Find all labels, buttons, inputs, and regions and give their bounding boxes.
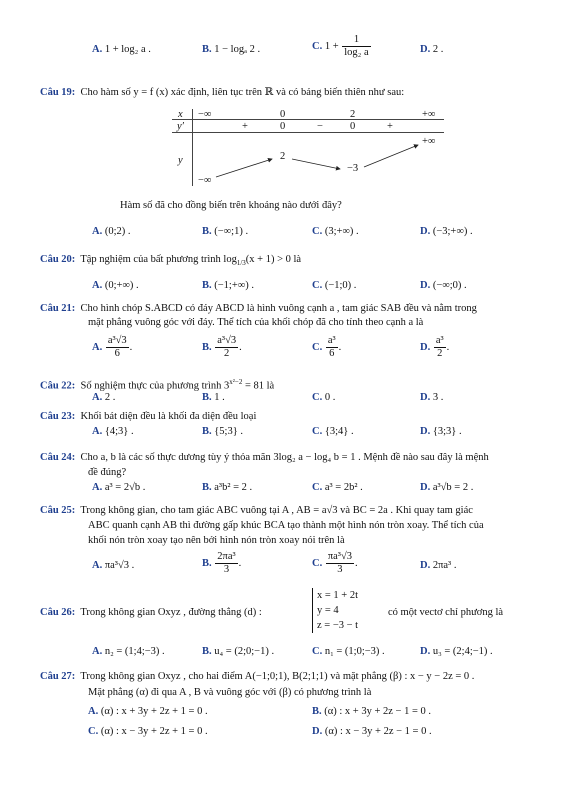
- q25-option-b: B. $\frac{\text{2πa³}}{3}$ .: [202, 551, 242, 575]
- q27-option-c: C. (α) : x − 3y + 2z + 1 = 0 .: [88, 726, 208, 737]
- variation-table: [172, 109, 444, 186]
- question-24: Câu 24: Cho a, b là các số thực dương tùy ý thỏa mãn 3log₂ a − log₄ b = 1 . Mệnh đề nào sau đây là mệnh: [40, 452, 489, 463]
- table-sign: 0: [350, 121, 356, 132]
- q24-option-a: A. a³ = 2√b .: [92, 482, 146, 493]
- q18-option-a: A. 1 + log₂ a .: [92, 44, 151, 55]
- q27-option-a: A. (α) : x + 3y + 2z + 1 = 0 .: [88, 706, 208, 717]
- q23-option-c: C. {3;4} .: [312, 426, 354, 437]
- q19-option-d: D. (−3;+∞) .: [420, 226, 473, 237]
- table-y-value: +∞: [422, 136, 436, 147]
- q26-option-a: A. n₂ = (1;4;−3) .: [92, 646, 165, 657]
- q20-option-d: D. (−∞;0) .: [420, 280, 467, 291]
- q18-option-d: D. 2 .: [420, 44, 444, 55]
- q22-option-b: B. 1 .: [202, 392, 225, 403]
- question-27: Câu 27: Trong không gian Oxyz , cho hai điểm A(−1;0;1), B(2;1;1) và mặt phẳng (β) : x − y − 2z = 0 .: [40, 671, 475, 682]
- q26-line-system: [310, 588, 358, 633]
- q21-option-c: C. $\frac{\text{a³}}{6}$ .: [312, 335, 342, 359]
- question-21-line2: mặt phẳng vuông góc với đáy. Thể tích của khối chóp đã cho tính theo cạnh a là: [88, 317, 424, 328]
- system-equation: y = 4: [317, 605, 339, 616]
- table-y-value: 2: [280, 151, 286, 162]
- q23-option-d: D. {3;3} .: [420, 426, 462, 437]
- q23-option-b: B. {5;3} .: [202, 426, 244, 437]
- question-23: Câu 23: Khối bát diện đều là khối đa diện đều loại: [40, 411, 257, 422]
- table-y-label: y: [178, 155, 183, 166]
- table-sign: −: [317, 121, 323, 132]
- q20-option-c: C. (−1;0) .: [312, 280, 357, 291]
- question-24-line2: đề đúng?: [88, 467, 127, 478]
- table-sign: +: [387, 121, 393, 132]
- q24-option-c: C. a³ = 2b² .: [312, 482, 363, 493]
- q26-option-c: C. n₁ = (1;0;−3) .: [312, 646, 385, 657]
- q21-option-a: A. $\frac{\text{a³√3}}{6}$ .: [92, 335, 133, 359]
- question-27-line2: Mặt phẳng (α) đi qua A , B và vuông góc với (β) có phương trình là: [88, 687, 372, 698]
- question-26-tail: có một vectơ chỉ phương là: [388, 607, 504, 618]
- table-arrows: [172, 109, 444, 186]
- table-yprime-label: y′: [177, 121, 184, 132]
- q24-option-d: D. a³√b = 2 .: [420, 482, 474, 493]
- system-equation: x = 1 + 2t: [317, 590, 359, 601]
- q21-option-d: D. $\frac{\text{a³}}{2}$ .: [420, 335, 450, 359]
- q23-option-a: A. {4;3} .: [92, 426, 134, 437]
- table-x-value: +∞: [422, 109, 436, 120]
- q19-option-b: B. (−∞;1) .: [202, 226, 249, 237]
- q18-option-b: B. 1 − logₐ 2 .: [202, 44, 261, 55]
- q22-option-d: D. 3 .: [420, 392, 444, 403]
- q25-option-a: A. πa³√3 .: [92, 560, 135, 571]
- question-25: Câu 25: Trong không gian, cho tam giác ABC vuông tại A , AB = a√3 và BC = 2a . Khi quay tam giác: [40, 505, 473, 516]
- q26-option-b: B. u₄ = (2;0;−1) .: [202, 646, 275, 657]
- q19-option-c: C. (3;+∞) .: [312, 226, 359, 237]
- question-19: Câu 19: Cho hàm số y = f (x) xác định, liên tục trên ℝ và có bảng biến thiên như sau:: [40, 87, 405, 98]
- q19-question: Hàm số đã cho đồng biến trên khoảng nào dưới đây?: [120, 200, 342, 211]
- q20-option-b: B. (−1;+∞) .: [202, 280, 255, 291]
- table-x-value: 0: [280, 109, 286, 120]
- table-sign: 0: [280, 121, 286, 132]
- q24-option-b: B. a³b² = 2 .: [202, 482, 253, 493]
- q18-option-c: C. 1 + $\frac{1}{\text{log₂ a}}$: [312, 34, 369, 58]
- q19-option-a: A. (0;2) .: [92, 226, 131, 237]
- q27-option-b: B. (α) : x + 3y + 2z − 1 = 0 .: [312, 706, 432, 717]
- table-x-label: x: [178, 109, 183, 120]
- q25-option-c: C. $\frac{\text{πa³√3}}{3}$ .: [312, 551, 358, 575]
- q26-option-d: D. u₃ = (2;4;−1) .: [420, 646, 493, 657]
- q21-option-b: B. $\frac{\text{a³√3}}{2}$ .: [202, 335, 242, 359]
- question-20: Câu 20: Tập nghiệm của bất phương trình $\log_{1/3}(x + 1) > 0$ là: [40, 254, 302, 268]
- q22-option-c: C. 0 .: [312, 392, 336, 403]
- question-21: Câu 21: Cho hình chóp S.ABCD có đáy ABCD là hình vuông cạnh a , tam giác SAB đều và nằm trong: [40, 303, 477, 314]
- table-sign: +: [242, 121, 248, 132]
- table-x-value: 2: [350, 109, 356, 120]
- q22-option-a: A. 2 .: [92, 392, 116, 403]
- question-25-line2: ABC quanh cạnh AB thì đường gấp khúc BCA tạo thành một hình nón tròn xoay. Thể tích của: [88, 520, 484, 531]
- question-25-line3: khối nón tròn xoay tạo nên bởi hình nón tròn xoay nói trên là: [88, 535, 345, 546]
- q27-option-d: D. (α) : x − 3y + 2z − 1 = 0 .: [312, 726, 432, 737]
- question-22: Câu 22: Số nghiệm thực của phương trình $3^{x^2-2} = 81$ là: [40, 378, 275, 392]
- table-y-value: −3: [347, 163, 359, 174]
- system-equation: z = −3 − t: [317, 620, 359, 631]
- question-26: Câu 26: Trong không gian Oxyz , đường thẳng (d) :: [40, 607, 262, 618]
- q25-option-d: D. 2πa³ .: [420, 560, 457, 571]
- q20-option-a: A. (0;+∞) .: [92, 280, 139, 291]
- table-x-value: −∞: [198, 109, 212, 120]
- table-y-value: −∞: [198, 175, 212, 186]
